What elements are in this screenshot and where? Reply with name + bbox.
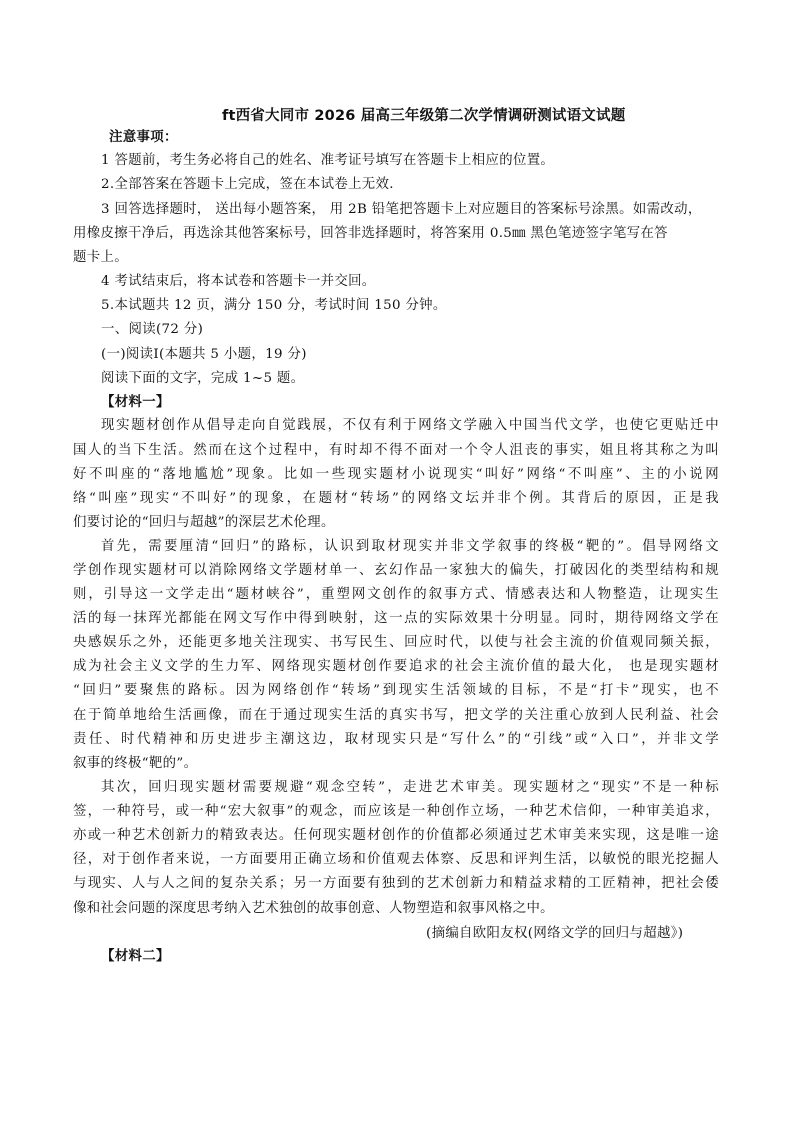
exam-title: ft西省大同市 2026 届高三年级第二次学情调研测试语文试题 [222,108,626,124]
paragraph-line: 们要讨论的“回归与超越”的深层艺术伦理。 [73,515,335,530]
paragraph-line: 首先，需要厘清“回归”的路标，认识到取材现实并非文学叙事的终极“靶的”。倡导网络文 [101,539,719,554]
notice-item-1: 1 答题前，考生务必将自己的姓名、准考证号填写在答题卡上相应的位置。 [101,153,555,168]
paragraph-line: 络“叫座”现实“不叫好”的现象，在题材“转场”的网络文坛并非个例。其背后的原因，正是我 [73,491,719,506]
paragraph-line: 成为社会主义文学的生力军、网络现实题材创作要追求的社会主流价值的最大化， 也是现实题材 [73,659,719,674]
paragraph-line: 责任、时代精神和历史进步主潮这边，取材现实只是“写什么”的“引线”或“入口”，并非文学 [73,732,719,747]
material-1-label: 【材料一】 [101,394,170,410]
section-heading: 一、阅读(72 分) [101,322,204,337]
paragraph-line: 现实题材创作从倡导走向自觉践展，不仅有利于网络文学融入中国当代文学，也使它更贴迁中 [101,418,719,433]
notice-item-3-line-3: 题卡上。 [73,250,128,265]
paragraph-line: 像和社会问题的深度思考纳入艺术独创的故事创意、人物塑造和叙事风格之中。 [73,901,554,916]
paragraph-line: 在于简单地给生活画像，而在于通过现实生活的真实书写，把文学的关注重心放到人民利益、社会 [73,708,719,723]
paragraph-line: 好不叫座的“落地尴尬”现象。比如一些现实题材小说现实“叫好”网络“不叫座”、主的小说网 [73,467,719,482]
paragraph-line: 与现实、人与人之间的复杂关系；另一方面要有独到的艺术创新力和精益求精的工匠精神，把社会倭 [73,876,719,891]
notice-item-3-line-2: 用橡皮擦干净后，再选涂其他答案标号，回答非选择题时，将答案用 0.5㎜ 黑色笔迹签字笔写在答 [73,226,668,241]
source-citation: (摘编自欧阳友权(网络文学的回归与超越》) [426,926,684,941]
paragraph-line: 叙事的终极“靶的”。 [73,756,198,771]
paragraph-line: 活的每一抹珲光都能在网文写作中得到映射，这一点的实际效果十分明显。同时，期待网络文学在 [73,611,719,626]
paragraph-line: 径，对于创作者来说，一方面要用正确立场和价值观去体察、反思和评判生活，以敏悦的眼光挖掘人 [73,852,719,867]
material-2-label: 【材料二】 [101,948,170,964]
subsection-heading: (一)阅读Ⅰ(本题共 5 小题，19 分) [101,347,307,362]
paragraph-line: 学创作现实题材可以消除网络文学题材单一、玄幻作品一家独大的偏失，打破因化的类型结构和规 [73,563,719,578]
paragraph-line: 签，一种符号，或一种“宏大叙事”的观念，而应该是一种创作立场，一种艺术信仰，一种审美追求， [73,804,719,819]
notice-heading: 注意事项： [109,129,178,145]
notice-item-5: 5.本试题共 12 页，满分 150 分，考试时间 150 分钟。 [101,298,447,313]
paragraph-line: 则，引导这一文学走出“题材峡谷”，重塑网文创作的叙事方式、情感表达和人物整造，让现实生 [73,587,719,602]
notice-item-3-line-1: 3 回答选择题时， 送出每小题答案， 用 2B 铅笔把答题卡上对应题目的答案标号涂黑。如需改动， [101,202,702,217]
paragraph-line: “回归”要聚焦的路标。因为网络创作“转场”到现实生活领域的目标，不是“打卡”现实，也不 [73,683,719,698]
notice-item-2: 2.全部答案在答题卡上完成，签在本试卷上无效. [101,177,394,192]
paragraph-line: 其次，回归现实题材需要规避“观念空转”，走进艺术审美。现实题材之“现实”不是一种标 [101,780,719,795]
paragraph-line: 央感娱乐之外，还能更多地关注现实、书写民生、回应时代，以使与社会主流的价值观同频关振， [73,635,719,650]
notice-item-4: 4 考试结束后，将本试卷和答题卡一并交回。 [101,274,376,289]
paragraph-line: 亦或一种艺术创新力的精致表达。任何现实题材创作的价值都必须通过艺术审美来实现，这是唯一途 [73,828,719,843]
reading-instruction: 阅读下面的文字，完成 1~5 题。 [101,371,305,386]
paragraph-line: 国人的当下生活。然而在这个过程中，有时却不得不面对一个令人沮丧的事实，姐且将其称之为叫 [73,443,719,458]
